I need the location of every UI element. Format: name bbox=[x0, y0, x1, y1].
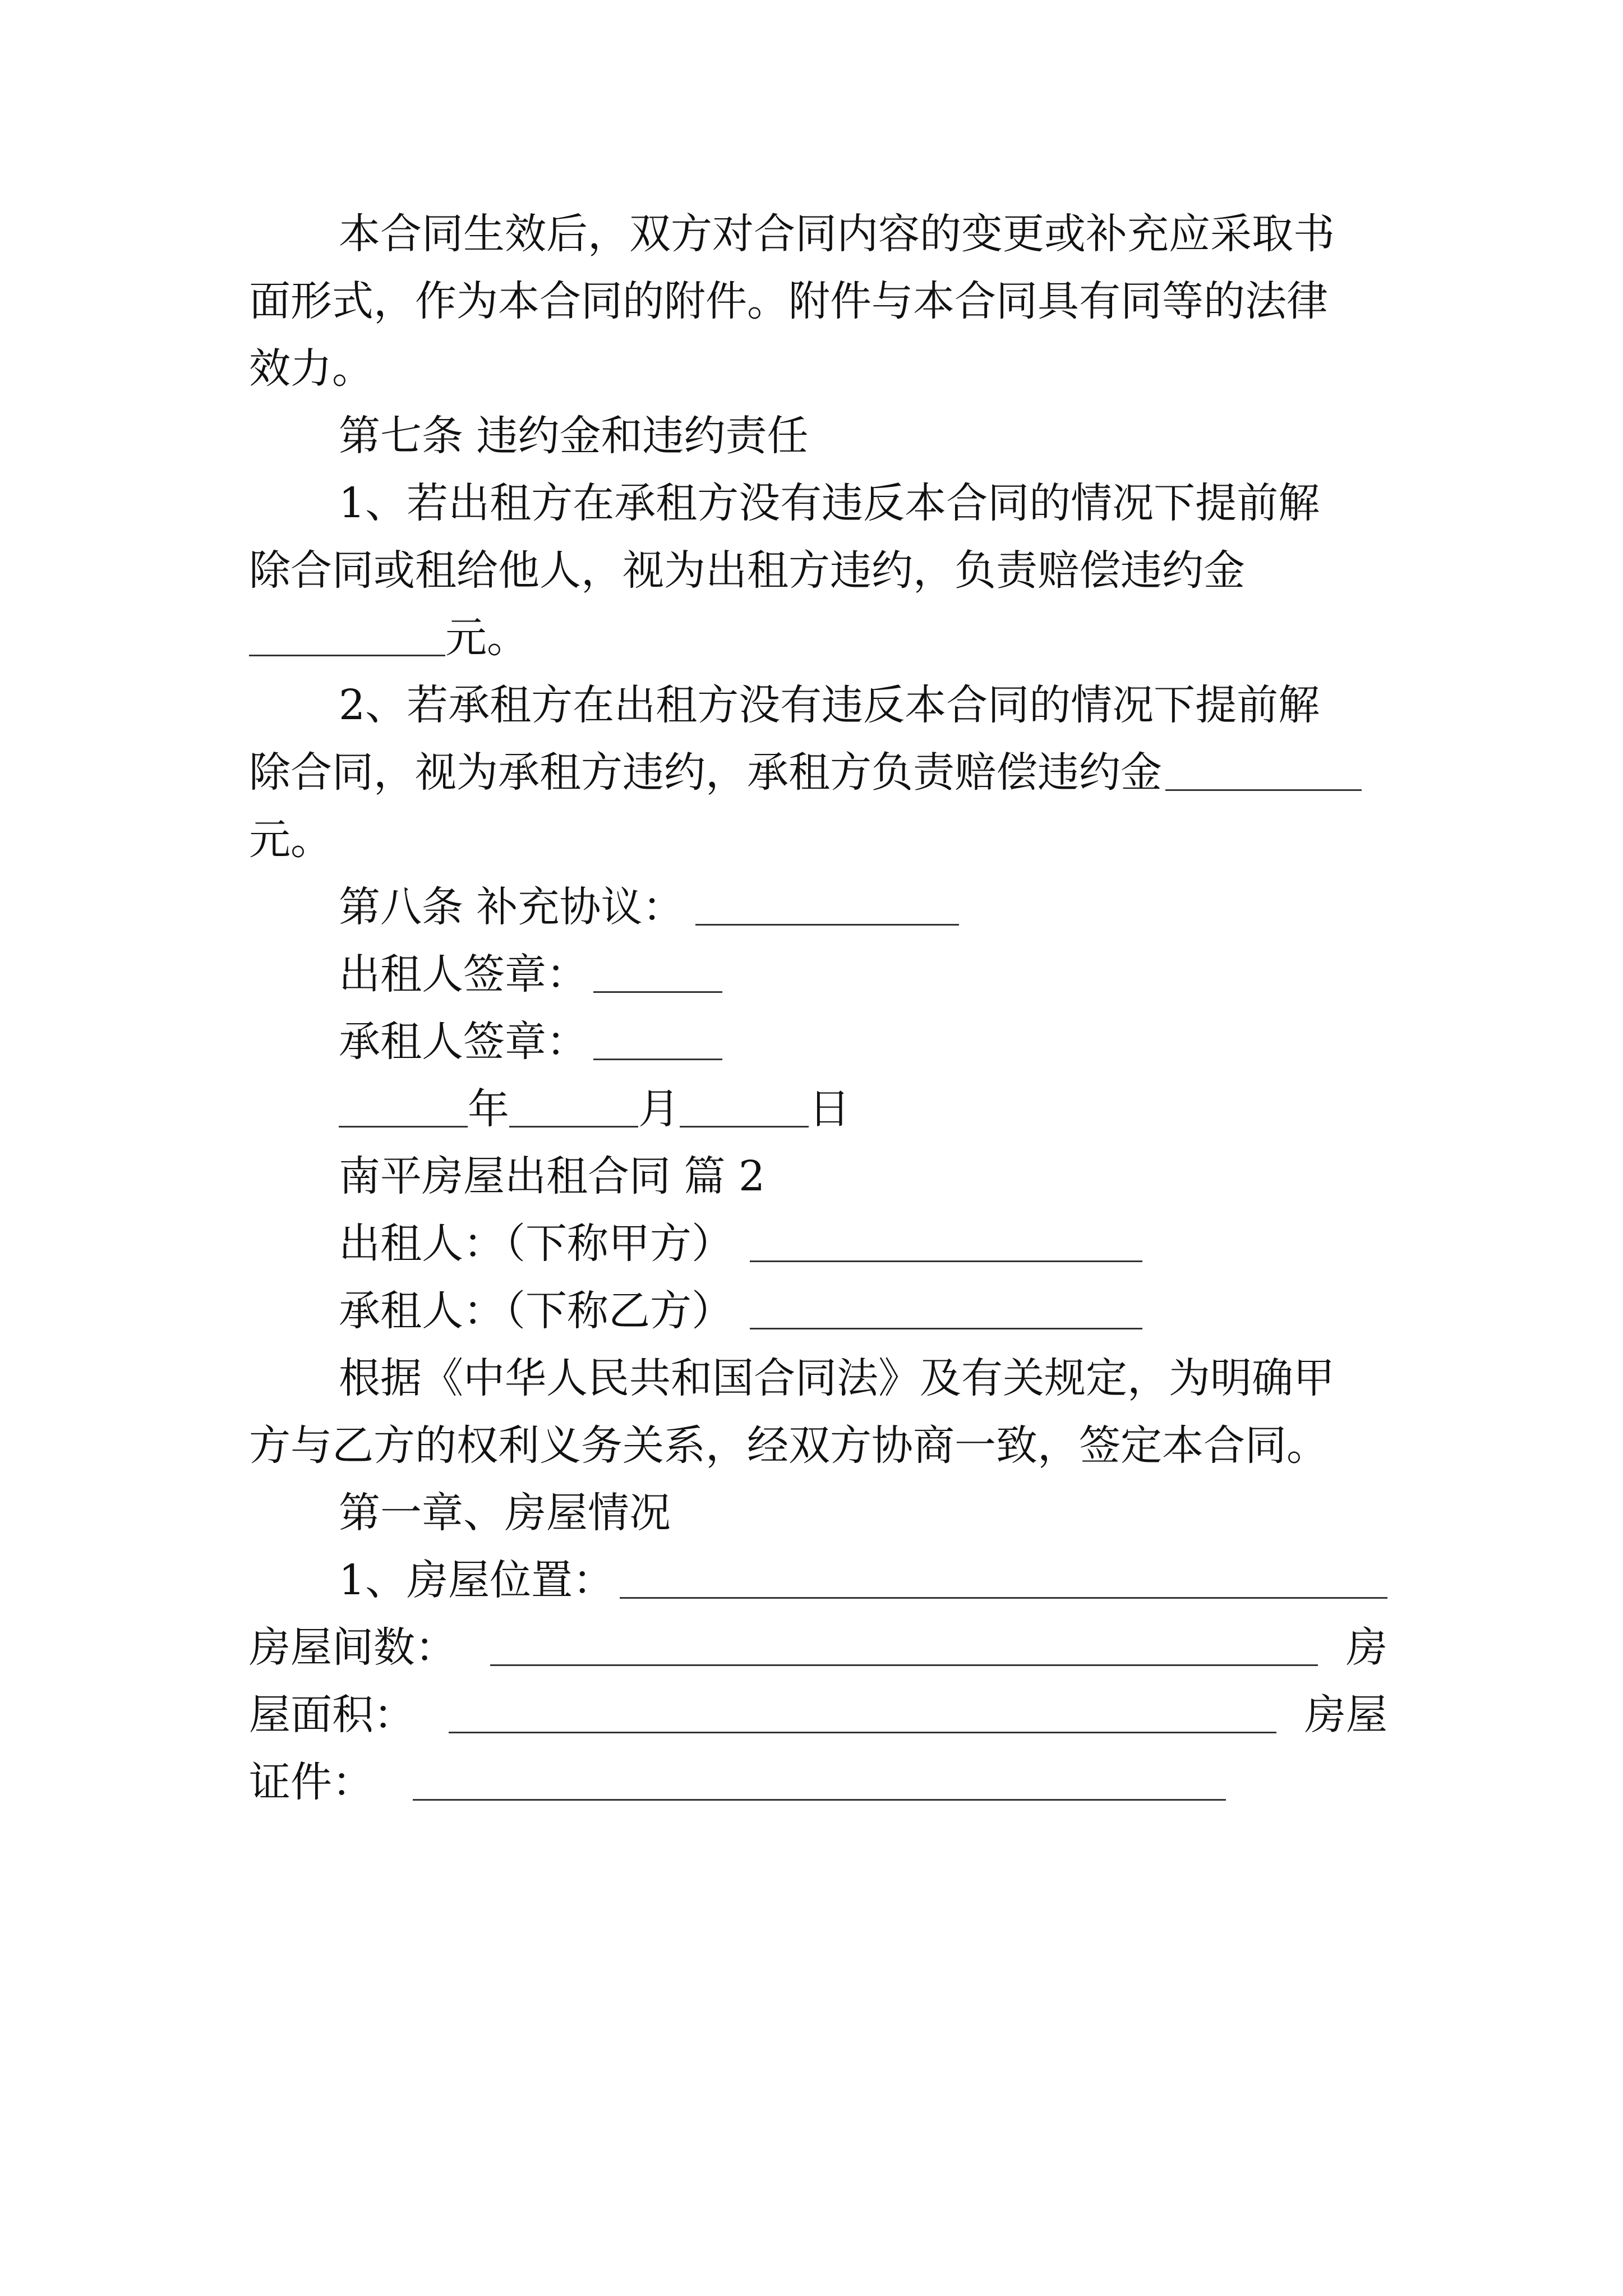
paragraph-line bbox=[249, 809, 1387, 871]
section-title bbox=[249, 1145, 1387, 1207]
chapter-heading bbox=[249, 1482, 1387, 1544]
fill-in-blank[interactable] bbox=[249, 620, 445, 656]
text: 屋面积： bbox=[249, 1691, 415, 1739]
fill-in-blank[interactable] bbox=[620, 1562, 1387, 1599]
text: 房屋 bbox=[1304, 1691, 1387, 1739]
paragraph-line bbox=[249, 674, 1387, 736]
text: 除合同，视为承租方违约，承租方负责赔偿违约金 bbox=[249, 748, 1162, 797]
text: 2、若承租方在出租方没有违反本合同的情况下提前解 bbox=[339, 681, 1320, 729]
fill-in-blank[interactable] bbox=[593, 956, 722, 993]
text: 方与乙方的权利义务关系，经双方协商一致，签定本合同。 bbox=[249, 1421, 1328, 1470]
text: 第八条 补充协议： bbox=[339, 883, 684, 931]
paragraph-line bbox=[249, 270, 1387, 332]
text: 出租人：（下称甲方） bbox=[339, 1220, 733, 1268]
fill-in-blank[interactable] bbox=[695, 889, 959, 926]
text: 1、若出租方在承租方没有违反本合同的情况下提前解 bbox=[339, 479, 1320, 527]
text: 日 bbox=[809, 1085, 850, 1133]
text: 证件： bbox=[249, 1758, 374, 1806]
paragraph-line bbox=[249, 540, 1387, 601]
paragraph-line bbox=[249, 1347, 1387, 1409]
paragraph-line bbox=[249, 742, 1387, 803]
text: 出租人签章： bbox=[339, 950, 588, 999]
signature-line bbox=[249, 1011, 1387, 1073]
text: 房 bbox=[1346, 1623, 1387, 1672]
party-line bbox=[249, 1280, 1387, 1342]
month-blank[interactable] bbox=[509, 1091, 638, 1128]
text: 第七条 违约金和违约责任 bbox=[339, 412, 809, 460]
article-heading bbox=[249, 405, 1387, 467]
text: 承租人：（下称乙方） bbox=[339, 1287, 733, 1335]
contract-page bbox=[249, 0, 1387, 2296]
fill-in-blank[interactable] bbox=[490, 1630, 1318, 1666]
text: 南平房屋出租合同 篇 2 bbox=[339, 1152, 766, 1200]
fill-in-blank[interactable] bbox=[413, 1764, 1226, 1801]
text: 第一章、房屋情况 bbox=[339, 1489, 671, 1537]
text: 房屋间数： bbox=[249, 1623, 457, 1672]
fill-in-blank[interactable] bbox=[750, 1293, 1142, 1329]
text: 年 bbox=[468, 1085, 509, 1133]
day-blank[interactable] bbox=[680, 1091, 809, 1128]
article-heading bbox=[249, 876, 1387, 938]
paragraph-line bbox=[249, 1617, 1387, 1678]
paragraph-line bbox=[249, 1684, 1387, 1746]
text: 承租人签章： bbox=[339, 1018, 588, 1066]
party-line bbox=[249, 1213, 1387, 1274]
signature-line bbox=[249, 944, 1387, 1005]
text: 效力。 bbox=[249, 344, 374, 393]
text: 面形式，作为本合同的附件。附件与本合同具有同等的法律 bbox=[249, 277, 1328, 325]
text: 元。 bbox=[249, 816, 332, 864]
text: 1、房屋位置： bbox=[339, 1556, 615, 1604]
year-blank[interactable] bbox=[339, 1091, 468, 1128]
text: 根据《中华人民共和国合同法》及有关规定，为明确甲 bbox=[339, 1354, 1335, 1402]
date-line bbox=[249, 1078, 1387, 1140]
paragraph-line bbox=[249, 1549, 1387, 1611]
text: 月 bbox=[638, 1085, 680, 1133]
text: 元。 bbox=[445, 614, 528, 662]
paragraph-line bbox=[249, 1751, 1387, 1813]
paragraph-line bbox=[249, 1415, 1387, 1476]
paragraph-line bbox=[249, 338, 1387, 399]
text: 本合同生效后，双方对合同内容的变更或补充应采取书 bbox=[339, 210, 1335, 258]
text: 除合同或租给他人，视为出租方违约，负责赔偿违约金 bbox=[249, 546, 1245, 595]
fill-in-blank[interactable] bbox=[449, 1697, 1276, 1733]
fill-in-blank[interactable] bbox=[593, 1024, 722, 1060]
paragraph-line bbox=[249, 472, 1387, 534]
fill-in-blank[interactable] bbox=[1165, 754, 1362, 791]
paragraph-line bbox=[249, 607, 1387, 669]
fill-in-blank[interactable] bbox=[750, 1226, 1142, 1262]
paragraph-line bbox=[249, 203, 1387, 265]
